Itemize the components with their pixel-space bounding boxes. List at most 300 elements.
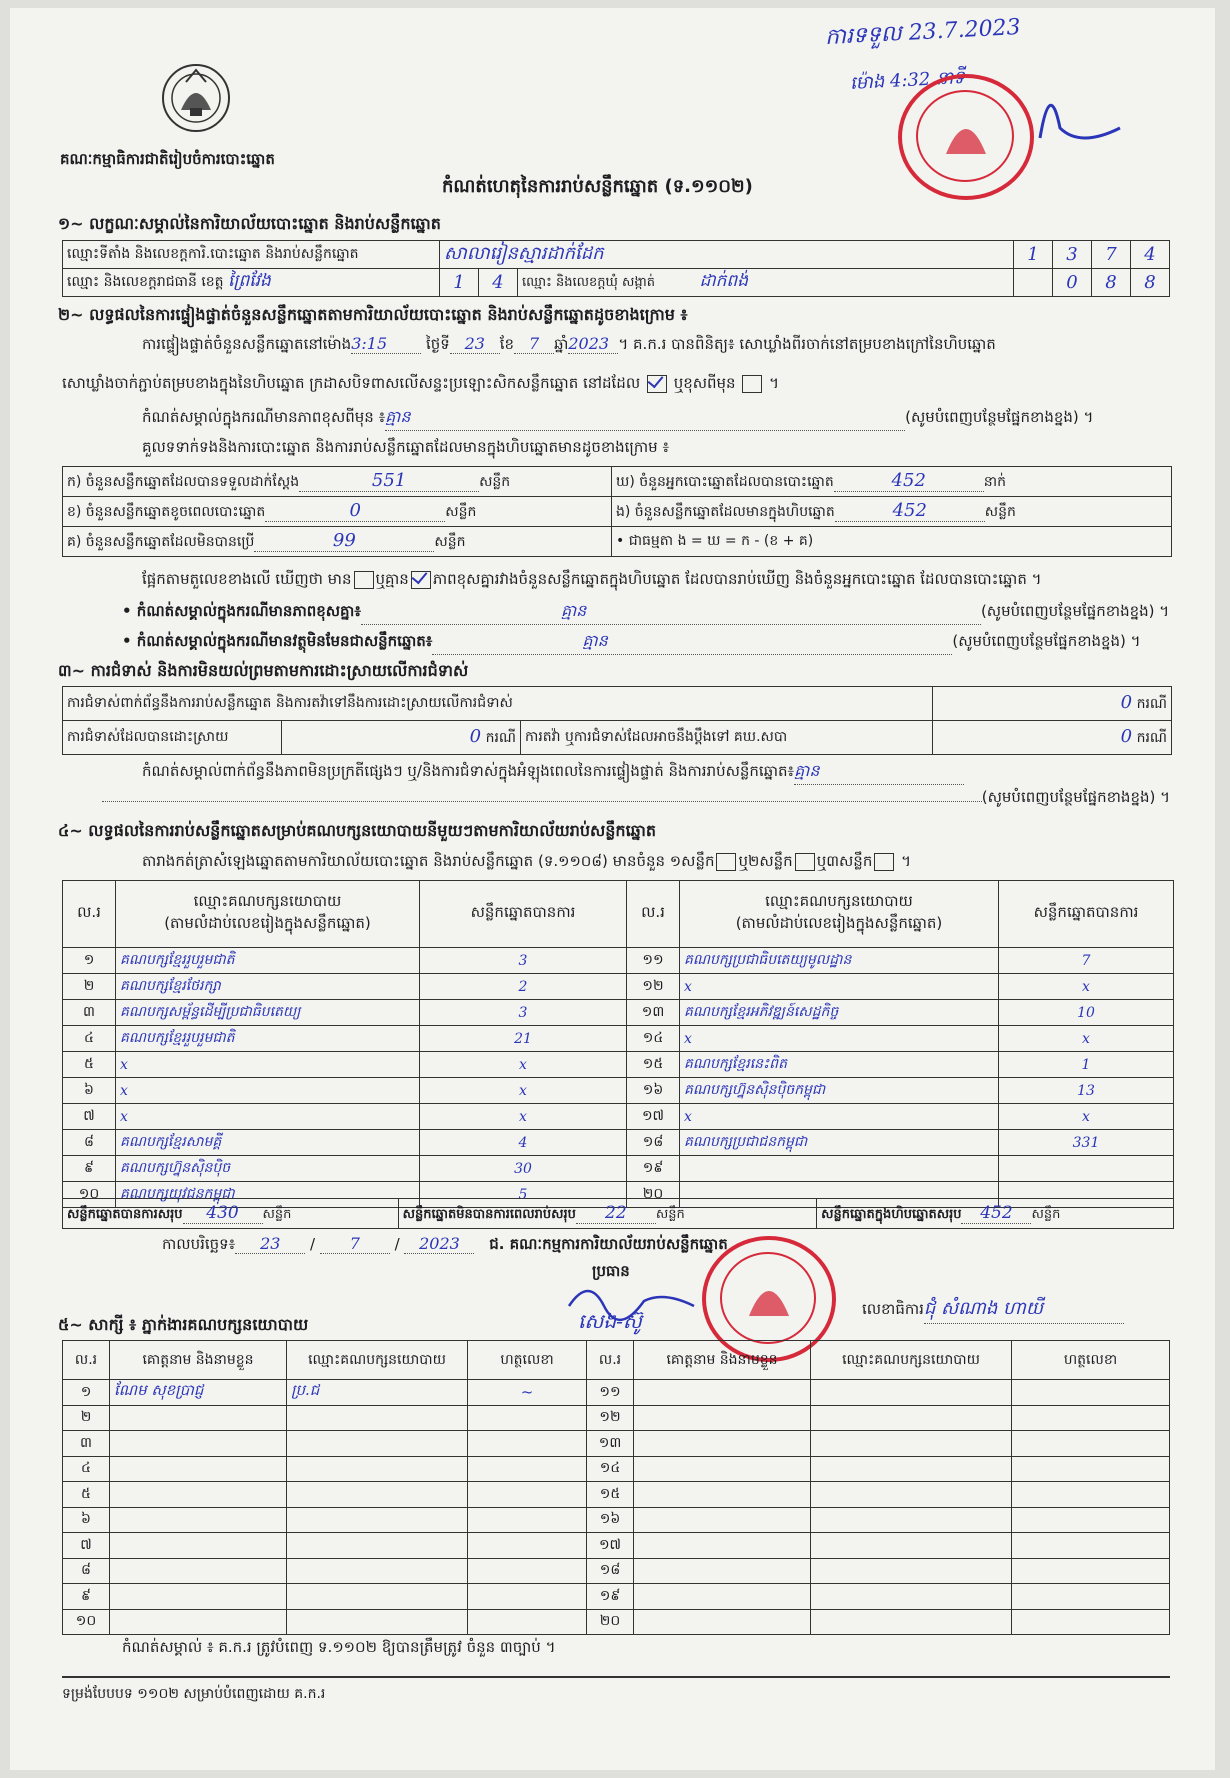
province-digit: 1: [440, 269, 479, 297]
party-no-right: ១៩: [627, 1156, 680, 1182]
section1-table: [62, 240, 1170, 297]
count-value: 99: [254, 530, 434, 552]
no-difference-checkbox[interactable]: [411, 571, 431, 589]
witness-no: ៨: [63, 1558, 110, 1584]
station-digit: 1: [1014, 241, 1053, 269]
witness-no-right: ១៣: [587, 1431, 634, 1457]
party-no-right: ១២: [627, 974, 680, 1000]
party-name: គណបក្សខ្មែរសាមគ្គី: [116, 1130, 420, 1156]
objection-hint-row: [62, 788, 1170, 810]
witness-col-no-right: ល.រ: [587, 1341, 634, 1380]
witness-name: [110, 1456, 287, 1482]
two-sheet-checkbox[interactable]: [795, 853, 815, 871]
witness-party: [287, 1609, 468, 1635]
objection-row1-count: 0: [1120, 692, 1133, 713]
witness-sign: [468, 1456, 587, 1482]
party-votes-right: 13: [999, 1078, 1174, 1104]
party-votes-right: 331: [999, 1130, 1174, 1156]
secretary: [862, 1296, 1124, 1324]
witness-sign-right: [1012, 1456, 1170, 1482]
witness-sign-right: [1012, 1507, 1170, 1533]
party-name: គណបក្សយុវជនកម្ពុជា: [116, 1182, 420, 1208]
station-digit: 7: [1092, 241, 1131, 269]
witness-row: [63, 1609, 1170, 1635]
objection-row2b-count: 0: [1120, 726, 1133, 747]
witness-party-right: [811, 1456, 1012, 1482]
party-no-right: ២០: [627, 1182, 680, 1208]
witness-name: [110, 1507, 287, 1533]
total-box-label: សន្លឹកឆ្នោតក្នុងហិបឆ្នោតសរុប: [821, 1206, 962, 1222]
party-name-right: គណបក្សហ្វ៊ុនស៊ិនប៉ិចកម្ពុជា: [680, 1078, 999, 1104]
count-unit: សន្លឹក: [445, 504, 477, 520]
province-digit: 4: [479, 269, 518, 297]
witness-row: [63, 1533, 1170, 1559]
election-form-page: [10, 8, 1215, 1770]
section5-title: ៥~ សាក្សី ៖ ភ្នាក់ងារគណបក្សនយោបាយ: [58, 1315, 309, 1334]
objection-unit: ករណី: [1136, 730, 1167, 746]
diff-note-label: • កំណត់សម្គាល់ក្នុងករណីមានភាពខុសគ្នា៖: [122, 602, 361, 620]
party-name: x: [116, 1104, 420, 1130]
witness-row: [63, 1380, 1170, 1406]
witness-name-right: [634, 1558, 811, 1584]
witness-name-right: [634, 1533, 811, 1559]
party-row: [63, 1052, 1174, 1078]
chair-signature: [564, 1276, 704, 1326]
witness-name: [110, 1431, 287, 1457]
witness-name: [110, 1558, 287, 1584]
count-unit-2: នាក់: [983, 474, 1006, 490]
sign-date-day: 23: [235, 1234, 305, 1254]
total-invalid-unit: សន្លឹក: [655, 1206, 685, 1222]
party-name: គណបក្សសម្ព័ន្ធដើម្បីប្រជាធិបតេយ្យ: [116, 1000, 420, 1026]
commune-value: ដាក់ពង់: [699, 271, 749, 291]
total-box-unit: សន្លឹក: [1031, 1206, 1061, 1222]
witness-name: [110, 1609, 287, 1635]
witness-name: [110, 1405, 287, 1431]
party-name-right: គណបក្សប្រជាធិបតេយ្យមូលដ្ឋាន: [680, 948, 999, 974]
witness-party: [287, 1482, 468, 1508]
party-name: គណបក្សហ្វ៊ុនស៊ិនប៉ិច: [116, 1156, 420, 1182]
count-right-cell: [612, 467, 1172, 497]
count-row: [63, 467, 1172, 497]
form-title: កំណត់ហេតុនៃការរាប់សន្លឹកឆ្នោត (ទ.១១០២): [442, 176, 753, 197]
witness-col-sign: ហត្ថលេខា: [468, 1341, 587, 1380]
object-note-value: គ្មាន: [432, 630, 952, 655]
party-votes-right: [999, 1156, 1174, 1182]
section4-title: ៤~ លទ្ធផលនៃការរាប់សន្លឹកឆ្នោតសម្រាប់គណបក្សនយោបាយនីមួយៗតាមការិយាល័យរាប់សន្លឹកឆ្នោត: [58, 821, 657, 840]
col-party-sub: (តាមលំដាប់លេខរៀងក្នុងសន្លឹកឆ្នោត): [164, 914, 371, 932]
total-box-cell: [817, 1199, 1174, 1229]
objection-row1-label: ការជំទាស់ពាក់ព័ន្ធនឹងការរាប់សន្លឹកឆ្នោត និងការតវ៉ាទៅនឹងការដោះស្រាយលើការជំទាស់: [63, 687, 933, 721]
committee-label: ជ. គណៈកម្មការការិយាល័យរាប់សន្លឹកឆ្នោត: [489, 1235, 728, 1253]
object-note: [122, 630, 1141, 655]
footer-form-code: ទម្រង់បែបបទ ១១០២ សម្រាប់បំពេញដោយ គ.ក.រ: [62, 1686, 326, 1702]
sign-date-year: 2023: [404, 1234, 474, 1254]
witness-no: ៩: [63, 1584, 110, 1610]
ballot-count-table: [62, 466, 1172, 557]
one-sheet-checkbox[interactable]: [716, 853, 736, 871]
witness-sign-right: [1012, 1533, 1170, 1559]
count-right-cell: [612, 527, 1172, 557]
witness-col-no: ល.រ: [63, 1341, 110, 1380]
secretary-label: លេខាធិការ: [862, 1300, 924, 1318]
org-name: គណៈកម្មាធិការជាតិរៀបចំការបោះឆ្នោត: [60, 150, 275, 168]
witness-no-right: ១៤: [587, 1456, 634, 1482]
party-name: គណបក្សខ្មែររួបរួមជាតិ: [116, 1026, 420, 1052]
diff-note-value: គ្មាន: [361, 600, 981, 625]
witness-sign-right: [1012, 1482, 1170, 1508]
party-name-right: x: [680, 974, 999, 1000]
witness-party-right: [811, 1584, 1012, 1610]
sign-date-label: កាលបរិច្ឆេទ៖: [162, 1235, 236, 1253]
objection-row1-value: [933, 687, 1172, 721]
party-name-right: [680, 1156, 999, 1182]
province-label-text: ឈ្មោះ និងលេខក្ដរាជធានី ខេត្ត: [67, 274, 224, 290]
party-votes-right: x: [999, 1026, 1174, 1052]
section4-intro-b: ឬ២សន្លឹក: [738, 852, 793, 870]
party-row: [63, 1156, 1174, 1182]
section4-intro-c: ឬ៣សន្លឹក: [816, 852, 873, 870]
witness-no-right: ១៦: [587, 1507, 634, 1533]
objection-hint: (សូមបំពេញបន្ថែមផ្នែកខាងខ្នង) ។: [981, 788, 1170, 806]
witness-no-right: ១៩: [587, 1584, 634, 1610]
compare-text-b: ឬគ្មាន: [375, 570, 409, 588]
witness-sign: [468, 1431, 587, 1457]
witness-col-name: គោត្តនាម និងនាមខ្លួន: [110, 1341, 287, 1380]
count-value: 551: [299, 470, 479, 492]
witness-name-right: [634, 1482, 811, 1508]
witness-row: [63, 1507, 1170, 1533]
party-name-right: x: [680, 1104, 999, 1130]
witness-name-right: [634, 1507, 811, 1533]
verify-time: 3:15: [351, 334, 421, 354]
witness-sign: [468, 1584, 587, 1610]
objection-note-value: គ្មាន: [794, 760, 964, 785]
witness-sign: [468, 1609, 587, 1635]
count-row: [63, 497, 1172, 527]
witness-table: [62, 1340, 1170, 1635]
count-left-cell: [63, 497, 612, 527]
witness-no-right: ១១: [587, 1380, 634, 1406]
party-no-right: ១៦: [627, 1078, 680, 1104]
party-no: ១០: [63, 1182, 116, 1208]
party-row: [63, 1000, 1174, 1026]
col-party-sub-right: (តាមលំដាប់លេខរៀងក្នុងសន្លឹកឆ្នោត): [735, 914, 943, 932]
party-votes: x: [420, 1078, 627, 1104]
objection-row2b-label: ការតវ៉ា ឬការជំទាស់ដែលអាចនឹងប្ដឹងទៅ គឃ.សបា: [521, 721, 933, 755]
witness-row: [63, 1482, 1170, 1508]
sign-date: កាលបរិច្ឆេទ៖ 23 / 7 / 2023 ជ. គណៈកម្មការការិយាល័យរាប់សន្លឹកឆ្នោត: [162, 1234, 728, 1253]
party-no: ១: [63, 948, 116, 974]
section1-title: ១~ លក្ខណៈសម្គាល់នៃការិយាល័យបោះឆ្នោត និងរាប់សន្លឹកឆ្នោត: [58, 214, 441, 233]
witness-row: [63, 1431, 1170, 1457]
diff-note-hint: (សូមបំពេញបន្ថែមផ្នែកខាងខ្នង) ។: [980, 602, 1170, 620]
witness-row: [63, 1405, 1170, 1431]
party-no: ៧: [63, 1104, 116, 1130]
witness-party-right: [811, 1405, 1012, 1431]
col-no: ល.រ: [63, 881, 116, 948]
section2-title: ២~ លទ្ធផលនៃការផ្ទៀងផ្ទាត់ចំនួនសន្លឹកឆ្នោតតាមការិយាល័យបោះឆ្នោត និងរាប់សន្លឹកឆ្នោតដូចខាងក្រោម ៖: [58, 305, 688, 324]
footer-divider: [62, 1676, 1170, 1678]
col-party-title: ឈ្មោះគណបក្សនយោបាយ: [193, 892, 342, 910]
objection-unit: ករណី: [1136, 696, 1167, 712]
party-row: [63, 974, 1174, 1000]
witness-sign-right: [1012, 1431, 1170, 1457]
verification-line: [142, 334, 996, 357]
witness-party-right: [811, 1507, 1012, 1533]
party-no-right: ១៨: [627, 1130, 680, 1156]
party-results-table: [62, 880, 1174, 1208]
party-votes: 4: [420, 1130, 627, 1156]
party-votes-right: x: [999, 974, 1174, 1000]
objection-row2b-value: [933, 721, 1172, 755]
party-votes: 3: [420, 1000, 627, 1026]
col-votes: សន្លឹកឆ្នោតបានការ: [420, 881, 627, 948]
witness-sign: [468, 1507, 587, 1533]
party-no: ៥: [63, 1052, 116, 1078]
witness-name: [110, 1584, 287, 1610]
witness-sign-right: [1012, 1405, 1170, 1431]
witness-sign-right: [1012, 1609, 1170, 1635]
party-votes: 2: [420, 974, 627, 1000]
witness-sign: [468, 1482, 587, 1508]
witness-no-right: ១៥: [587, 1482, 634, 1508]
col-party: [116, 881, 420, 948]
col-party-right: [680, 881, 999, 948]
party-votes: 30: [420, 1156, 627, 1182]
same-checkbox[interactable]: [647, 375, 667, 393]
station-value: សាលារៀនស្មារដាក់ដែក: [440, 241, 1014, 269]
objection-note: [142, 760, 964, 785]
compare-text-a: ផ្អែកតាមតួលេខខាងលើ ឃើញថា មាន: [142, 570, 352, 588]
count-right-cell: [612, 497, 1172, 527]
party-row: [63, 948, 1174, 974]
witness-sign: [468, 1405, 587, 1431]
total-valid-cell: [63, 1199, 399, 1229]
total-box-value: 452: [961, 1203, 1031, 1224]
witness-no: ៣: [63, 1431, 110, 1457]
objection-row2-value: [282, 721, 521, 755]
province-value: ព្រៃវែង: [228, 271, 271, 291]
result-intro: គួលទទាក់ទងនិងការបោះឆ្នោត និងការរាប់សន្លឹកឆ្នោតដែលមានក្នុងហិបឆ្នោតមានដូចខាងក្រោម ៖: [142, 438, 670, 456]
col-party-title-right: ឈ្មោះគណបក្សនយោបាយ: [765, 892, 913, 910]
verify-line2-b: ឬខុសពីមុន: [673, 374, 736, 392]
witness-name: [110, 1533, 287, 1559]
count-value: 0: [265, 500, 445, 522]
station-digit: 4: [1131, 241, 1170, 269]
secretary-name: ជុំ សំណាង ហាយី: [924, 1296, 1124, 1324]
party-votes-right: x: [999, 1104, 1174, 1130]
count-label-2: ង) ចំនួនសន្លឹកឆ្នោតដែលមានក្នុងហិបឆ្នោត: [616, 504, 835, 520]
witness-name: [110, 1482, 287, 1508]
verify-month: 7: [514, 334, 554, 354]
party-row: [63, 1104, 1174, 1130]
col-no-right: ល.រ: [627, 881, 680, 948]
count-label: ក) ចំនួនសន្លឹកឆ្នោតដែលបានទទួលដាក់ស្តែង: [67, 474, 300, 490]
verify-text-e: ។ គ.ក.រ បានពិនិត្យ៖ សោឃ្លាំងពីរចាក់នៅតម្របខាងក្រៅនៃហិបឆ្នោត: [618, 335, 996, 353]
count-value-2: 452: [834, 470, 984, 492]
difference-note-value: គ្មាន: [385, 406, 905, 431]
party-no: ៣: [63, 1000, 116, 1026]
party-no-right: ១៣: [627, 1000, 680, 1026]
province-label: [63, 269, 440, 297]
objection-unit: ករណី: [485, 730, 516, 746]
count-label-2: ឃ) ចំនួនអ្នកបោះឆ្នោតដែលបានបោះឆ្នោត: [616, 474, 834, 490]
count-label-2: • ជាធម្មតា ង = ឃ = ក - (ខ + គ): [616, 533, 814, 549]
party-votes-right: 1: [999, 1052, 1174, 1078]
witness-party: [287, 1584, 468, 1610]
signature-top-mark: [1020, 68, 1140, 168]
witness-no-right: ១៨: [587, 1558, 634, 1584]
witness-no: ២: [63, 1405, 110, 1431]
verify-year: 2023: [568, 334, 618, 354]
witness-party-right: [811, 1609, 1012, 1635]
total-valid-label: សន្លឹកឆ្នោតបានការសរុប: [67, 1206, 183, 1222]
commune-digit: 0: [1053, 269, 1092, 297]
witness-no-right: ១៧: [587, 1533, 634, 1559]
verification-line-2: សោឃ្លាំងចាក់ភ្ជាប់តម្របខាងក្នុងនៃហិបឆ្នោត ក្រដាសបិទពាសលើសន្ទះប្រឡោះសិកសន្លឹកឆ្នោត នៅដដែល ឬខុសពីមុន ។: [62, 374, 780, 392]
diff-note: [122, 600, 1169, 625]
count-unit-2: សន្លឹក: [984, 504, 1016, 520]
verify-text-d: ឆ្នាំ: [554, 335, 569, 353]
received-note: ការទទួល 23.7.2023: [824, 14, 1022, 51]
witness-col-name-right: គោត្តនាម និងនាមខ្លួន: [634, 1341, 811, 1380]
party-name: x: [116, 1078, 420, 1104]
witness-row: [63, 1584, 1170, 1610]
party-name-right: គណបក្សខ្មែរនេះពិត: [680, 1052, 999, 1078]
objection-row2-count: 0: [469, 726, 482, 747]
received-time: ម៉ោង 4:32 នាទី: [849, 67, 966, 94]
party-no: ៨: [63, 1130, 116, 1156]
difference-note: [142, 406, 1093, 431]
objection-table: [62, 686, 1172, 755]
footer-note: កំណត់សម្គាល់ ៖ គ.ក.រ ត្រូវបំពេញ ទ.១១០២ ឱ្យបានត្រឹមត្រូវ ចំនួន ៣ច្បាប់ ។: [122, 1638, 556, 1656]
witness-col-party-right: ឈ្មោះគណបក្សនយោបាយ: [811, 1341, 1012, 1380]
commune-label: ឈ្មោះ និងលេខក្ដឃុំ សង្កាត់: [522, 275, 655, 290]
party-votes: 3: [420, 948, 627, 974]
chair-label: ប្រធាន: [592, 1262, 630, 1280]
total-invalid-value: 22: [576, 1203, 656, 1224]
witness-party: [287, 1533, 468, 1559]
party-row: [63, 1026, 1174, 1052]
witness-party-right: [811, 1558, 1012, 1584]
witness-name: ណែម សុខប្រាជ្ញ: [110, 1380, 287, 1406]
party-no-right: ១៤: [627, 1026, 680, 1052]
witness-no: ៦: [63, 1507, 110, 1533]
witness-party-right: [811, 1533, 1012, 1559]
compare-line: [142, 570, 1042, 592]
verify-text-a: ការផ្ទៀងផ្ទាត់ចំនួនសន្លឹកឆ្នោតនៅម៉ោង: [142, 335, 352, 353]
commune-cell: [518, 269, 1014, 297]
total-valid-value: 430: [183, 1203, 263, 1224]
witness-sign-right: [1012, 1558, 1170, 1584]
party-no: ២: [63, 974, 116, 1000]
witness-no: ៥: [63, 1482, 110, 1508]
section4-intro: តារាងកត់ត្រាសំឡេងឆ្នោតតាមការិយាល័យបោះឆ្នោត និងរាប់សន្លឹកឆ្នោត (ទ.១១០៨) មានចំនួន ១សន្លឹក ឬ២សន្លឹក ឬ៣សន្លឹក ។: [142, 852, 912, 870]
object-note-label: • កំណត់សម្គាល់ក្នុងករណីមានវត្ថុមិនមែនជាសន្លឹកឆ្នោត៖: [122, 632, 433, 650]
witness-party: ប្រ.ជ: [287, 1380, 468, 1406]
different-checkbox[interactable]: [742, 375, 762, 393]
difference-note-hint: (សូមបំពេញបន្ថែមផ្នែកខាងខ្នង) ។: [905, 408, 1094, 426]
compare-text-c: ភាពខុសគ្នារវាងចំនួនសន្លឹកឆ្នោតក្នុងហិបឆ្នោត ដែលបានរាប់ឃើញ និងចំនួនអ្នកបោះឆ្នោត ដែលបានបោះឆ្នោត ។: [432, 570, 1042, 588]
party-no: ៩: [63, 1156, 116, 1182]
party-name: គណបក្សខ្មែរថែរក្សា: [116, 974, 420, 1000]
party-no: ៤: [63, 1026, 116, 1052]
party-name-right: គណបក្សប្រជាជនកម្ពុជា: [680, 1130, 999, 1156]
witness-name-right: [634, 1431, 811, 1457]
witness-party: [287, 1431, 468, 1457]
section4-intro-text: តារាងកត់ត្រាសំឡេងឆ្នោតតាមការិយាល័យបោះឆ្នោត និងរាប់សន្លឹកឆ្នោត (ទ.១១០៨) មានចំនួន ១សន្លឹក: [142, 852, 715, 870]
witness-sign: [468, 1558, 587, 1584]
witness-row: [63, 1558, 1170, 1584]
party-votes: x: [420, 1052, 627, 1078]
witness-col-party: ឈ្មោះគណបក្សនយោបាយ: [287, 1341, 468, 1380]
commune-digit: 8: [1131, 269, 1170, 297]
total-valid-unit: សន្លឹក: [262, 1206, 292, 1222]
party-no-right: ១៥: [627, 1052, 680, 1078]
party-votes: 5: [420, 1182, 627, 1208]
witness-col-sign-right: ហត្ថលេខា: [1012, 1341, 1170, 1380]
party-name: គណបក្សខ្មែររួបរួមជាតិ: [116, 948, 420, 974]
witness-party: [287, 1405, 468, 1431]
count-left-cell: [63, 527, 612, 557]
party-row: [63, 1078, 1174, 1104]
commune-digit: 8: [1092, 269, 1131, 297]
witness-no: ១០: [63, 1609, 110, 1635]
witness-sign: ~: [468, 1380, 587, 1406]
party-votes-right: 7: [999, 948, 1174, 974]
sign-date-month: 7: [320, 1234, 390, 1254]
party-name: x: [116, 1052, 420, 1078]
witness-party-right: [811, 1380, 1012, 1406]
totals-table: [62, 1198, 1174, 1229]
count-left-cell: [63, 467, 612, 497]
verify-text-b: ថ្ងៃទី: [425, 335, 450, 353]
party-no-right: ១១: [627, 948, 680, 974]
witness-party: [287, 1507, 468, 1533]
difference-note-label: កំណត់សម្គាល់ក្នុងករណីមានភាពខុសពីមុន ៖: [142, 408, 386, 426]
party-no-right: ១៧: [627, 1104, 680, 1130]
verify-line2-text: សោឃ្លាំងចាក់ភ្ជាប់តម្របខាងក្នុងនៃហិបឆ្នោត ក្រដាសបិទពាសលើសន្ទះប្រឡោះសិកសន្លឹកឆ្នោត នៅដដែល: [62, 374, 641, 392]
total-invalid-label: សន្លឹកឆ្នោតមិនបានការពេលរាប់សរុប: [402, 1206, 576, 1222]
witness-no-right: ១២: [587, 1405, 634, 1431]
witness-name-right: [634, 1609, 811, 1635]
witness-no: ៧: [63, 1533, 110, 1559]
count-value-2: 452: [835, 500, 985, 522]
party-row: [63, 1130, 1174, 1156]
party-votes: 21: [420, 1026, 627, 1052]
object-note-hint: (សូមបំពេញបន្ថែមផ្នែកខាងខ្នង) ។: [952, 632, 1141, 650]
party-name-right: គណបក្សខ្មែរអភិវឌ្ឍន៍សេដ្ឋកិច្ច: [680, 1000, 999, 1026]
witness-row: [63, 1456, 1170, 1482]
witness-name-right: [634, 1456, 811, 1482]
witness-party: [287, 1456, 468, 1482]
witness-sign-right: [1012, 1380, 1170, 1406]
has-difference-checkbox[interactable]: [354, 571, 374, 589]
witness-name-right: [634, 1405, 811, 1431]
verify-day: 23: [450, 334, 500, 354]
nec-emblem-icon: [156, 62, 236, 134]
witness-name-right: [634, 1380, 811, 1406]
station-digit: 3: [1053, 241, 1092, 269]
count-unit: សន្លឹក: [479, 474, 511, 490]
verify-text-c: ខែ: [499, 335, 515, 353]
three-sheet-checkbox[interactable]: [874, 853, 894, 871]
objection-row2-label: ការជំទាស់ដែលបានដោះស្រាយ: [63, 721, 282, 755]
count-unit: សន្លឹក: [434, 534, 466, 550]
witness-sign-right: [1012, 1584, 1170, 1610]
chair-name: សេង-ស៊ូ: [578, 1309, 642, 1333]
